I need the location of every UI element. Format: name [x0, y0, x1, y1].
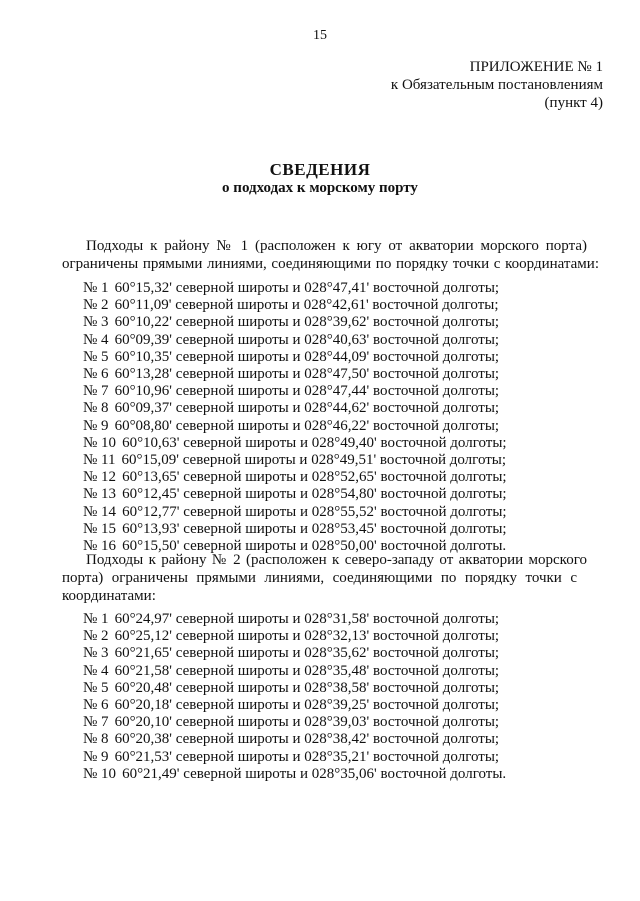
document-subtitle: о подходах к морскому порту	[222, 180, 418, 196]
point-coordinates: 60°15,50' северной широты и 028°50,00' восточной долготы.	[122, 538, 507, 554]
area2-intro-line3: координатами:	[62, 588, 156, 604]
area2-intro-line2: порта) ограничены прямыми линиями, соединяющими по порядку точки с	[62, 570, 577, 586]
coordinate-row	[83, 313, 499, 331]
point-coordinates: 60°20,38' северной широты и 028°38,42' восточной долготы;	[114, 731, 500, 748]
point-number: № 12	[83, 469, 117, 486]
point-number: № 2	[83, 297, 109, 314]
coordinate-row	[83, 417, 499, 435]
point-coordinates: 60°21,65' северной широты и 028°35,62' восточной долготы;	[114, 645, 500, 662]
document-title: СВЕДЕНИЯ	[269, 160, 371, 179]
coordinate-row	[83, 451, 506, 469]
appendix-title: ПРИЛОЖЕНИЕ № 1	[469, 59, 603, 75]
coordinate-row	[83, 765, 506, 783]
point-coordinates: 60°20,18' северной широты и 028°39,25' восточной долготы;	[114, 697, 500, 713]
point-coordinates: 60°12,77' северной широты и 028°55,52' восточной долготы;	[122, 503, 507, 520]
point-number: № 14	[83, 503, 117, 520]
area2-intro-line1: Подходы к району № 2 (расположен к северо-западу от акватории морского	[86, 552, 587, 568]
point-number: № 7	[83, 383, 109, 400]
coordinate-row	[83, 382, 499, 400]
point-number: № 10	[83, 765, 117, 782]
point-coordinates: 60°21,58' северной широты и 028°35,48' восточной долготы;	[114, 662, 500, 679]
point-number: № 6	[83, 366, 109, 382]
point-coordinates: 60°13,93' северной широты и 028°53,45' восточной долготы;	[122, 520, 507, 537]
appendix-header	[391, 58, 603, 112]
point-number: № 15	[83, 520, 117, 537]
coordinate-row	[83, 485, 507, 503]
point-coordinates: 60°09,37' северной широты и 028°44,62' восточной долготы;	[114, 400, 500, 417]
point-coordinates: 60°20,48' северной широты и 028°38,58' восточной долготы;	[114, 679, 500, 696]
point-number: № 10	[83, 434, 117, 451]
point-coordinates: 60°10,63' северной широты и 028°49,40' восточной долготы;	[122, 434, 507, 451]
point-number: № 8	[83, 400, 109, 417]
point-number: № 1	[83, 611, 109, 627]
point-coordinates: 60°24,97' северной широты и 028°31,58' восточной долготы;	[114, 611, 500, 627]
coordinate-row	[83, 748, 499, 766]
coordinate-row	[83, 679, 499, 697]
point-coordinates: 60°10,22' северной широты и 028°39,62' восточной долготы;	[114, 314, 500, 331]
point-number: № 1	[83, 280, 109, 296]
coordinate-row	[83, 468, 507, 486]
coordinate-row	[83, 279, 499, 297]
point-coordinates: 60°09,39' северной широты и 028°40,63' восточной долготы;	[114, 331, 500, 348]
coordinate-row	[83, 399, 499, 417]
point-number: № 7	[83, 714, 109, 731]
point-number: № 6	[83, 697, 109, 713]
point-coordinates: 60°10,96' северной широты и 028°47,44' восточной долготы;	[114, 383, 500, 400]
point-coordinates: 60°20,10' северной широты и 028°39,03' восточной долготы;	[114, 714, 500, 731]
point-number: № 4	[83, 662, 109, 679]
coordinate-row	[83, 365, 499, 383]
point-coordinates: 60°11,09' северной широты и 028°42,61' восточной долготы;	[114, 297, 499, 314]
point-number: № 3	[83, 314, 109, 331]
point-coordinates: 60°13,28' северной широты и 028°47,50' восточной долготы;	[114, 366, 500, 382]
coordinate-row	[83, 503, 507, 521]
point-coordinates: 60°21,49' северной широты и 028°35,06' восточной долготы.	[122, 765, 507, 782]
point-coordinates: 60°10,35' северной широты и 028°44,09' восточной долготы;	[114, 348, 500, 365]
point-number: № 4	[83, 331, 109, 348]
appendix-clause: (пункт 4)	[544, 95, 603, 111]
point-number: № 5	[83, 679, 109, 696]
area1-intro-line1: Подходы к району № 1 (расположен к югу от акватории морского порта)	[86, 238, 587, 254]
point-coordinates: 60°21,53' северной широты и 028°35,21' восточной долготы;	[114, 748, 500, 765]
appendix-reference: к Обязательным постановлениям	[390, 77, 603, 93]
coordinate-row	[83, 627, 499, 645]
point-coordinates: 60°25,12' северной широты и 028°32,13' восточной долготы;	[114, 628, 500, 645]
coordinate-row	[83, 662, 499, 680]
point-number: № 9	[83, 748, 109, 765]
point-coordinates: 60°15,09' северной широты и 028°49,51' восточной долготы;	[121, 452, 507, 468]
point-number: № 13	[83, 486, 117, 503]
page-number: 15	[313, 28, 327, 43]
area1-intro-line2: ограничены прямыми линиями, соединяющими по порядку точки с координатами:	[62, 256, 599, 272]
coordinate-row	[83, 331, 499, 349]
coordinate-row	[83, 696, 499, 714]
point-number: № 5	[83, 348, 109, 365]
coordinate-row	[83, 434, 507, 452]
point-number: № 16	[83, 538, 117, 554]
coordinate-row	[83, 713, 499, 731]
coordinate-row	[83, 520, 507, 538]
point-number: № 3	[83, 645, 109, 662]
point-number: № 9	[83, 417, 109, 434]
coordinate-row	[83, 644, 499, 662]
point-coordinates: 60°08,80' северной широты и 028°46,22' восточной долготы;	[114, 417, 500, 434]
point-number: № 11	[83, 452, 116, 468]
point-coordinates: 60°13,65' северной широты и 028°52,65' восточной долготы;	[122, 469, 507, 486]
point-coordinates: 60°12,45' северной широты и 028°54,80' восточной долготы;	[122, 486, 507, 503]
point-number: № 8	[83, 731, 109, 748]
coordinate-row	[83, 296, 499, 314]
point-number: № 2	[83, 628, 109, 645]
coordinate-row	[83, 610, 499, 628]
point-coordinates: 60°15,32' северной широты и 028°47,41' восточной долготы;	[114, 280, 500, 296]
coordinate-row	[83, 730, 499, 748]
coordinate-row	[83, 348, 499, 366]
